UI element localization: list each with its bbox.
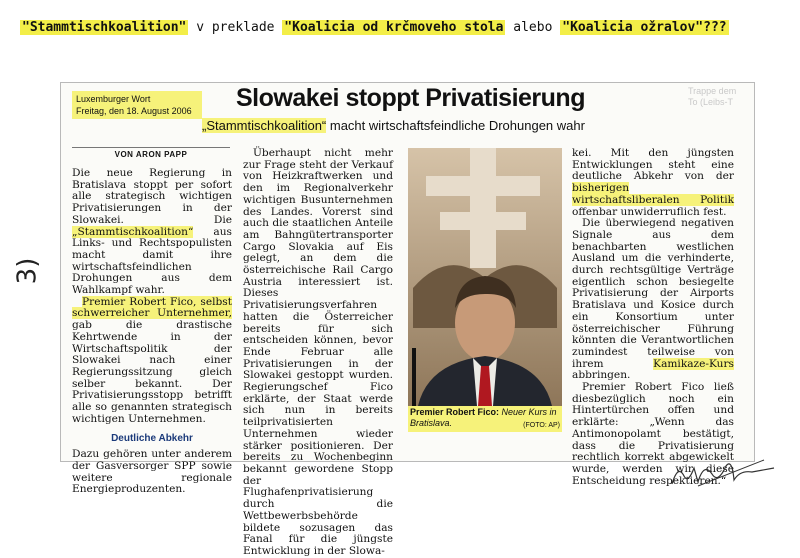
paragraph-text: offenbar unwiderruflich fest. (572, 205, 727, 218)
portrait-photo (408, 148, 562, 406)
publication-date: Freitag, den 18. August 2006 (76, 106, 192, 116)
paragraph: Überhaupt nicht mehr zur Frage steht der Verkauf von Heizkraftwerken und den im Regionalverkehr wichtigen Busunternehmen des Landes. Vorerst sind auch die staatlichen Anteile am Bahngütertransporter Cargo Slovakia auf Eis gelegt, an dem die österreichische Rail Cargo Austria interessiert ist. Dieses Privatisierungsverfahren hatten die Österreicher bereits für sich entscheiden können, bevor Ende Februar alle Privatisierungen in der Slowakei gestoppt wurden. Regierungschef Fico erklärte, der Staat werde sich nun in bereits teilprivatisierten Unternehmen wieder stärker positionieren. Der bereits zu Wochenbeginn bekannt gewordene Stopp der Flughafenprivatisierung durch die Wettbewerbsbehörde bildete sozusagen das Fanal für die jüngste Entwicklung in der Slowa- (243, 147, 393, 557)
article-subheadline (202, 118, 585, 133)
article-column-1 (72, 168, 232, 496)
paragraph-text: Die überwiegend negativen Signale aus dem benachbarten westlichen Ausland um die verhinderte, durch rechtsgültige Verträge eigentlich schon besiegelte Privatisierung der Airports Bratislava und Kosice durch ein Konsortium unter österreichischer Führung könnten die Verantwortlichen zumindest teilweise von ihrem (572, 217, 734, 370)
subheadline-rest: macht wirtschaftsfeindliche Drohungen wahr (326, 118, 585, 133)
photo-credit: (FOTO: AP) (523, 422, 560, 429)
note-text-2: alebo (505, 20, 561, 35)
highlighted-text: Kamikaze-Kurs (653, 357, 734, 370)
caption-label: Premier Robert Fico: (410, 407, 502, 417)
paragraph-text: aus Links- und Rechtspopulisten macht damit ihre wirtschaftsfeindlichen Drohungen aus dem Wahlkampf wahr. (72, 225, 232, 297)
handwritten-margin-number: 3) (12, 257, 43, 285)
paragraph (72, 168, 232, 297)
paragraph (572, 218, 734, 382)
handwritten-signature (668, 454, 778, 490)
highlighted-text: bisherigen wirtschaftsliberalen Politik (572, 182, 734, 206)
highlighted-text: Premier Robert Fico, selbst schwerreicher Unternehmer, (72, 295, 232, 320)
page-note (20, 20, 790, 35)
note-phrase-alternative: "Koalicia ožralov"??? (562, 20, 727, 35)
paragraph (72, 297, 232, 426)
paragraph-text: Die neue Regierung in Bratislava stoppt per sofort alle strategisch wichtigen Privatisierungen in der Slowakei. Die (72, 167, 232, 226)
paragraph: Dazu gehören unter anderem der Gasversorger SPP sowie weitere regionale Energieproduzenten. (72, 448, 232, 496)
newspaper-name: Luxemburger Wort (76, 94, 151, 104)
paragraph-text: abbringen. (572, 369, 631, 382)
paragraph-text: gab die drastische Kehrtwende in der Wirtschaftspolitik der Slowakei nach einer Regierungssitzung gleich selber bekannt. Der Privatisierungsstopp betrifft alle so genannten strategisch wichtigen Unternehmen. (72, 319, 232, 425)
article-column-2 (243, 148, 393, 558)
paragraph: Premier Robert Fico ließ diesbezüglich noch ein Hintertürchen offen und erklärte: „Wenn das Antimonopolamt bestätigt, dass die Privatisierung rechtlich korrekt abgewickelt wurde, werden wir diese Entscheidung respektieren.“ (572, 381, 734, 487)
byline: VON ARON PAPP (72, 147, 230, 159)
bleed-through-text: Trappe dem To (Leibs-T (688, 86, 737, 107)
article-column-3 (572, 148, 734, 487)
source-label (72, 91, 202, 119)
caption-text: Neuer Kurs in Bratislava. (410, 407, 557, 428)
paragraph (572, 148, 734, 218)
paragraph-text: kei. Mit den jüngsten Entwicklungen steht eine deutliche Abkehr von der (572, 147, 734, 183)
photo-caption (408, 406, 562, 432)
highlighted-text: „Stammtischkoalition“ (72, 225, 194, 238)
note-phrase-original: "Stammtischkoalition" (22, 20, 187, 35)
subheadline-quote: „Stammtischkoalition“ (202, 118, 327, 133)
article-headline: Slowakei stoppt Privatisierung (236, 84, 585, 112)
section-subheading: Deutliche Abkehr (111, 433, 193, 445)
note-text: v preklade (188, 20, 283, 35)
article-photo (408, 148, 562, 406)
note-phrase-translation: "Koalicia od krčmoveho stola (284, 20, 504, 35)
